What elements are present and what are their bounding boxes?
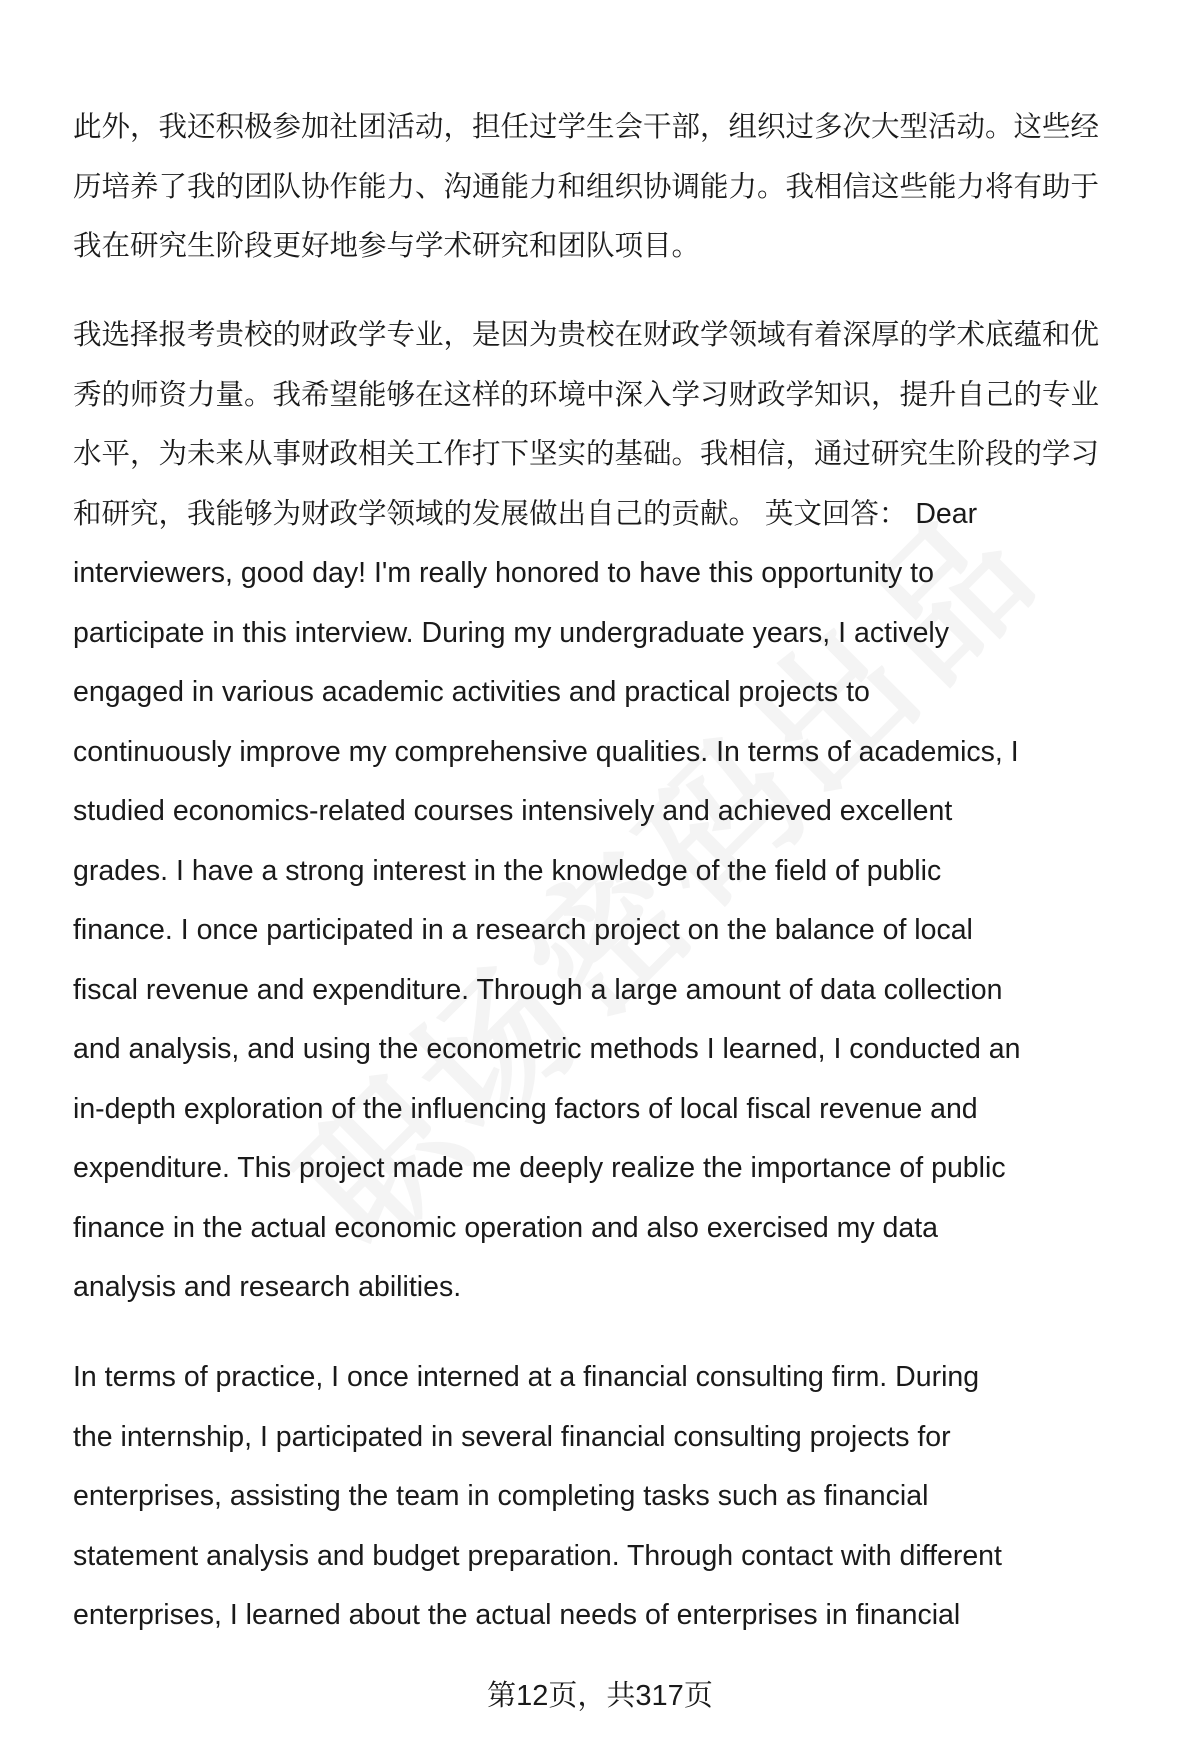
text-line: continuously improve my comprehensive qualities. In terms of academics, I <box>73 735 1019 768</box>
paragraph-2 <box>73 306 1153 1318</box>
paragraph-3 <box>73 1348 1153 1646</box>
text-line: 秀的师资力量。我希望能够在这样的环境中深入学习财政学知识，提升自己的专业 <box>73 378 1100 411</box>
text-line: In terms of practice, I once interned at a financial consulting firm. During <box>73 1361 980 1393</box>
text-line: finance. I once participated in a research project on the balance of local <box>73 914 973 946</box>
text-line: expenditure. This project made me deeply realize the importance of public <box>73 1152 1006 1184</box>
text-line: the internship, I participated in several financial consulting projects for <box>73 1420 951 1453</box>
text-line: 历培养了我的团队协作能力、沟通能力和组织协调能力。我相信这些能力将有助于 <box>73 170 1100 203</box>
text-line: grades. I have a strong interest in the knowledge of the field of public <box>73 854 942 887</box>
text-line: engaged in various academic activities and practical projects to <box>73 676 870 708</box>
text-line: 我在研究生阶段更好地参与学术研究和团队项目。 <box>73 230 701 262</box>
text-line: fiscal revenue and expenditure. Through a large amount of data collection <box>73 973 1003 1006</box>
text-line: interviewers, good day! I'm really honored to have this opportunity to <box>73 557 934 589</box>
text-line: 和研究，我能够为财政学领域的发展做出自己的贡献。 英文回答： Dear <box>73 497 978 530</box>
text-line: analysis and research abilities. <box>73 1271 462 1303</box>
text-line: enterprises, I learned about the actual needs of enterprises in financial <box>73 1599 961 1631</box>
text-line: in-depth exploration of the influencing factors of local fiscal revenue and <box>73 1092 978 1125</box>
text-line: 此外，我还积极参加社团活动，担任过学生会干部，组织过多次大型活动。这些经 <box>73 111 1100 143</box>
text-line: enterprises, assisting the team in completing tasks such as financial <box>73 1480 929 1512</box>
text-line: finance in the actual economic operation and also exercised my data <box>73 1211 939 1244</box>
text-line: 水平，为未来从事财政相关工作打下坚实的基础。我相信，通过研究生阶段的学习 <box>73 438 1100 470</box>
text-line: 我选择报考贵校的财政学专业，是因为贵校在财政学领域有着深厚的学术底蕴和优 <box>73 319 1100 351</box>
text-line: participate in this interview. During my undergraduate years, I actively <box>73 616 949 649</box>
text-line: and analysis, and using the econometric methods I learned, I conducted an <box>73 1033 1021 1065</box>
paragraph-1 <box>73 98 1153 277</box>
text-line: statement analysis and budget preparation. Through contact with different <box>73 1539 1002 1572</box>
text-line: studied economics-related courses intensively and achieved excellent <box>73 795 953 827</box>
page-number: 第12页，共317页 <box>487 1680 713 1712</box>
